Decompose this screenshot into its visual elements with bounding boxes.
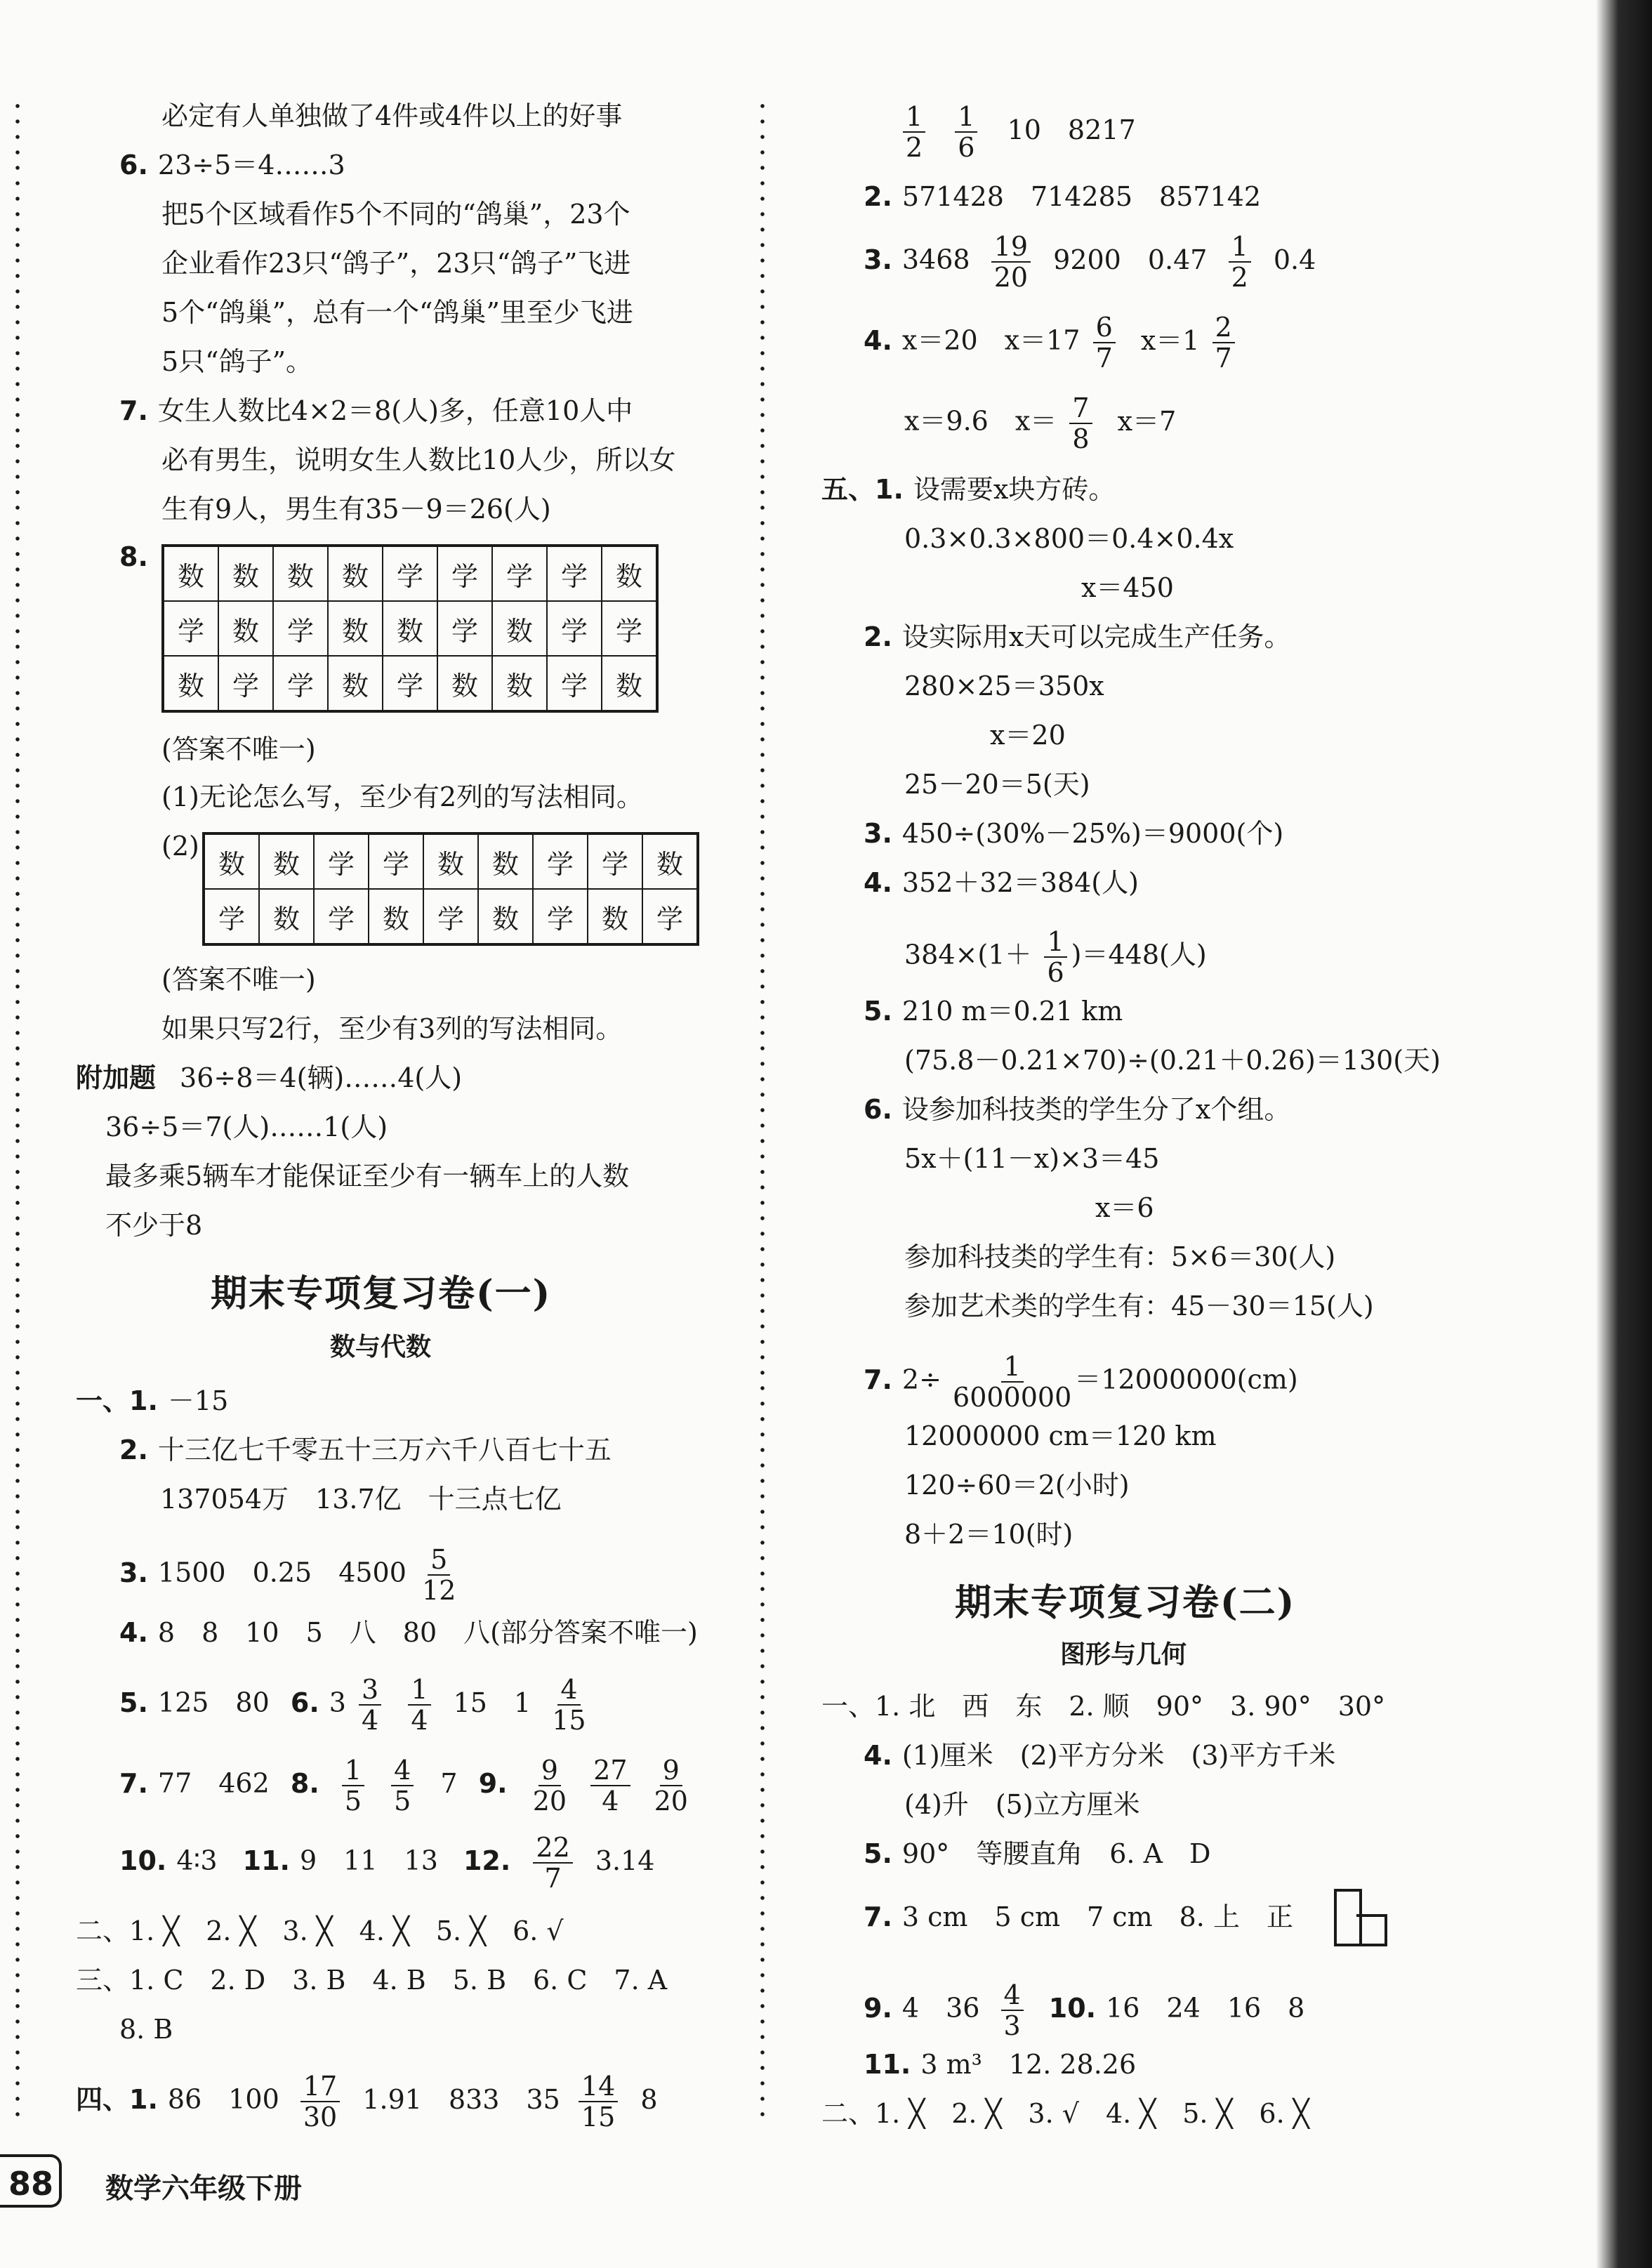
grid2-cell: 学 <box>204 889 259 944</box>
q8-grid-2 <box>202 832 699 946</box>
frac-2-7: $\frac{2}{7}$ <box>1212 312 1235 373</box>
grid2-cell: 数 <box>588 889 642 944</box>
e1-value: 设需要x块方砖。 <box>913 474 1116 505</box>
e2-line <box>864 619 1290 654</box>
frac-9-20: $\frac{9}{20}$ <box>532 1755 567 1817</box>
grid2-cell: 学 <box>314 833 369 889</box>
grid2-cell: 学 <box>533 833 588 889</box>
e4-value: 352＋32＝384(人) <box>901 867 1139 898</box>
grid1-cell: 数 <box>328 656 383 711</box>
extra-text-4: 不少于8 <box>105 1210 203 1241</box>
e3-line <box>864 816 1283 851</box>
frac-5-12: $\frac{5}{12}$ <box>422 1544 456 1606</box>
page-number: 88 <box>0 2154 62 2208</box>
grid1-cell: 学 <box>437 546 492 601</box>
frac-1-6-b: $\frac{1}{6}$ <box>1044 927 1066 987</box>
e3-value: 450÷(30%－25%)＝9000(个) <box>901 818 1284 849</box>
grid2-row <box>204 889 698 944</box>
grid2-cell: 学 <box>588 833 642 889</box>
e4a-line <box>904 927 1207 987</box>
grid2-cell: 数 <box>204 833 259 889</box>
grid1-cell: 数 <box>328 601 383 656</box>
grid2-cell: 数 <box>642 833 698 889</box>
frac-4-5: $\frac{4}{5}$ <box>391 1755 414 1816</box>
frac-4-3: $\frac{4}{3}$ <box>1001 1980 1024 2040</box>
e2-value: 设实际用x天可以完成生产任务。 <box>901 621 1291 652</box>
grid1-cell: 数 <box>163 546 218 601</box>
a3-num: 3. <box>119 1557 148 1588</box>
a2-value: 十三亿七千零五十三万六千八百七十五 <box>157 1435 612 1465</box>
e7-num: 7. <box>864 1364 892 1395</box>
e6a-line: 5x＋(11－x)×3＝45 <box>904 1143 1160 1174</box>
g5-num: 5. <box>864 1838 892 1869</box>
a2-num: 2. <box>119 1435 148 1465</box>
frac-7-8: $\frac{7}{8}$ <box>1069 393 1092 454</box>
a7-num: 7. <box>119 1767 148 1799</box>
e7-line <box>864 1352 1298 1412</box>
center-binding-dots <box>760 98 765 2128</box>
r2-num: 2. <box>864 181 892 212</box>
e6-value: 设参加科技类的学生分了x个组。 <box>901 1094 1291 1125</box>
q6-text-4: 5只“鸽子”。 <box>161 346 313 377</box>
grid1-cell: 学 <box>383 546 437 601</box>
e1-line <box>821 472 1115 507</box>
grid1-cell: 学 <box>383 656 437 711</box>
section-2-subtitle: 图形与几何 <box>1060 1640 1187 1669</box>
frac-1-5: $\frac{1}{5}$ <box>342 1755 364 1816</box>
g1-line: 一、1. 北 西 东 2. 顺 90° 3. 90° 30° <box>821 1691 1386 1722</box>
grid1-cell: 学 <box>273 601 328 656</box>
frac-3-4: $\frac{3}{4}$ <box>359 1675 381 1735</box>
grid2-row <box>204 833 698 889</box>
grid1-cell: 学 <box>218 656 273 711</box>
r3c-value: 0.4 <box>1273 244 1316 275</box>
grid1-cell: 数 <box>273 546 328 601</box>
e2-num: 2. <box>864 621 892 652</box>
g11-line <box>864 2047 1136 2082</box>
g4-line <box>864 1738 1335 1773</box>
a12b-value: 3.14 <box>595 1845 655 1876</box>
r3b-value: 9200 0.47 <box>1053 244 1208 275</box>
e7d-line: 120÷60＝2(小时) <box>904 1470 1130 1501</box>
d1c-value: 8 <box>640 2083 658 2115</box>
g9-line <box>864 1980 1304 2040</box>
a9-num: 9. <box>478 1767 508 1799</box>
grid1-cell: 学 <box>547 656 602 711</box>
frac-27-4: $\frac{27}{4}$ <box>590 1755 630 1816</box>
g7-value: 3 cm 5 cm 7 cm 8. 上 正 <box>901 1901 1293 1932</box>
r4b-value: x＝1 <box>1140 324 1200 356</box>
e6c-line: 参加科技类的学生有：5×6＝30(人) <box>904 1241 1336 1272</box>
a5-num: 5. <box>119 1687 148 1718</box>
a1-line <box>76 1383 228 1418</box>
grid1-cell: 学 <box>602 601 657 656</box>
a2-line <box>119 1432 612 1468</box>
c2-line: 8. B <box>119 2014 173 2045</box>
grid2-cell: 学 <box>423 889 478 944</box>
grid2-cell: 学 <box>369 833 423 889</box>
grid2-cell: 数 <box>259 889 314 944</box>
frac-1-6000000: $\frac{1}{6000000}$ <box>953 1351 1072 1413</box>
r4d-value: x＝7 <box>1117 405 1177 437</box>
a6b-value: 15 1 <box>453 1687 531 1718</box>
q8-num <box>119 539 158 574</box>
extra-label: 附加题 <box>76 1062 157 1093</box>
g4-value: (1)厘米 (2)平方分米 (3)平方千米 <box>901 1740 1336 1771</box>
grid1-cell: 数 <box>492 601 547 656</box>
grid1-cell: 数 <box>218 546 273 601</box>
a3-line <box>119 1545 463 1605</box>
left-binding-dots <box>15 98 20 2128</box>
q7-text-1: 女生人数比4×2＝8(人)多，任意10人中 <box>157 395 633 426</box>
d1-num: 四、1. <box>76 2083 158 2115</box>
a10-line <box>119 1833 654 1893</box>
r3-line <box>864 232 1316 292</box>
a5-line <box>119 1675 593 1735</box>
r3-value: 3468 <box>901 244 970 275</box>
frac-1-4: $\frac{1}{4}$ <box>408 1675 430 1735</box>
q7-text-2: 必有男生，说明女生人数比10人少，所以女 <box>161 444 676 475</box>
grid2-cell: 数 <box>369 889 423 944</box>
e4-num: 4. <box>864 867 892 898</box>
e7e-line: 8＋2＝10(时) <box>904 1519 1073 1550</box>
grid1-cell: 学 <box>492 546 547 601</box>
a1-num: 一、1. <box>76 1385 158 1416</box>
q8-note-2: (答案不唯一) <box>161 964 316 995</box>
grid1-cell: 学 <box>547 601 602 656</box>
q6-num: 6. <box>119 150 148 180</box>
e2c-line: 25－20＝5(天) <box>904 769 1090 800</box>
a4-value: 8 8 10 5 八 80 八(部分答案不唯一) <box>157 1617 698 1648</box>
extra-text-2: 36÷5＝7(人)……1(人) <box>105 1112 388 1142</box>
q8-sub-3: 如果只写2行，至少有3列的写法相同。 <box>161 1013 623 1044</box>
grid1-cell: 学 <box>547 546 602 601</box>
g4b-line: (4)升 (5)立方厘米 <box>904 1789 1140 1820</box>
grid2-cell: 学 <box>533 889 588 944</box>
e2a-line: 280×25＝350x <box>904 671 1104 701</box>
grid1-cell: 数 <box>163 656 218 711</box>
e1-num: 五、1. <box>821 474 904 505</box>
e5-num: 5. <box>864 996 892 1027</box>
grid1-cell: 数 <box>218 601 273 656</box>
q8-sub-1: (1)无论怎么写，至少有2列的写法相同。 <box>161 782 644 812</box>
d1b-value: 1.91 833 35 <box>362 2083 560 2115</box>
grid1-cell: 数 <box>437 656 492 711</box>
a5-value: 125 80 <box>157 1687 270 1718</box>
a11-value: 9 11 13 <box>300 1845 438 1876</box>
g7-num: 7. <box>864 1901 892 1932</box>
a2b-line: 137054万 13.7亿 十三点七亿 <box>160 1484 562 1515</box>
b1-line: 二、1. ╳ 2. ╳ 3. ╳ 4. ╳ 5. ╳ 6. √ <box>76 1916 564 1946</box>
r0-line <box>899 102 1136 162</box>
a4-line <box>119 1615 698 1650</box>
grid1-row <box>163 601 657 656</box>
q7-text-3: 生有9人，男生有35－9＝26(人) <box>161 494 551 525</box>
a7-line <box>119 1755 695 1816</box>
q8-grid-1 <box>161 544 659 713</box>
a8-num: 8. <box>290 1767 319 1799</box>
r3-num: 3. <box>864 244 892 275</box>
scan-edge-shadow <box>1596 0 1652 2268</box>
grid1-cell: 数 <box>383 601 437 656</box>
a6-num: 6. <box>290 1687 319 1718</box>
g5-line <box>864 1836 1211 1871</box>
frac-4-15: $\frac{4}{15}$ <box>552 1674 586 1736</box>
section-1-title: 期末专项复习卷(一) <box>211 1272 552 1315</box>
e1b-line: x＝450 <box>1081 572 1174 603</box>
frac-1-2-b: $\frac{1}{2}$ <box>1229 232 1251 292</box>
grid2-cell: 学 <box>642 889 698 944</box>
d1-line <box>76 2071 658 2132</box>
q6-line <box>119 147 345 183</box>
e4-line <box>864 865 1139 900</box>
frac-14-15: $\frac{14}{15}$ <box>579 2071 618 2132</box>
frac-1-2: $\frac{1}{2}$ <box>903 102 925 162</box>
e7c-line: 12000000 cm＝120 km <box>904 1420 1217 1451</box>
book-title-footer: 数学六年级下册 <box>105 2173 302 2205</box>
grid1-cell: 数 <box>492 656 547 711</box>
a3-value: 1500 0.25 4500 <box>157 1557 407 1588</box>
e4b-value: )＝448(人) <box>1071 939 1207 970</box>
section-1-subtitle: 数与代数 <box>330 1333 432 1362</box>
a11-num: 11. <box>242 1845 290 1876</box>
grid1-row <box>163 546 657 601</box>
g10-num: 10. <box>1048 1992 1097 2024</box>
e5-value: 210 m＝0.21 km <box>901 996 1123 1027</box>
g11-value: 3 m³ 12. 28.26 <box>920 2049 1137 2080</box>
q8-note-1: (答案不唯一) <box>161 734 316 765</box>
g11-num: 11. <box>864 2049 911 2080</box>
e1a-line: 0.3×0.3×800＝0.4×0.4x <box>904 523 1234 554</box>
r4a-value: x＝20 x＝17 <box>901 324 1081 356</box>
grid2-cell: 数 <box>423 833 478 889</box>
a6-value: 3 <box>329 1687 346 1718</box>
frac-1-6: $\frac{1}{6}$ <box>955 102 977 162</box>
frac-17-30: $\frac{17}{30}$ <box>300 2071 340 2132</box>
a7-value: 77 462 <box>157 1767 270 1799</box>
g7-line <box>864 1899 1293 1934</box>
q7-line <box>119 393 633 428</box>
e6-num: 6. <box>864 1094 892 1125</box>
d1-value: 86 100 <box>167 2083 279 2115</box>
e7b-value: ＝12000000(cm) <box>1074 1364 1298 1395</box>
extra-text-1: 36÷8＝4(辆)……4(人) <box>180 1062 463 1093</box>
extra-text-3: 最多乘5辆车才能保证至少有一辆车上的人数 <box>105 1161 630 1192</box>
q6-eq: 23÷5＝4……3 <box>157 150 345 180</box>
grid1-row <box>163 656 657 711</box>
q6-text-2: 企业看作23只“鸽子”，23只“鸽子”飞进 <box>161 248 631 279</box>
e4a-value: 384×(1＋ <box>904 939 1032 970</box>
c1-line: 三、1. C 2. D 3. B 4. B 5. B 6. C 7. A <box>76 1965 668 1996</box>
e5a-line: (75.8－0.21×70)÷(0.21＋0.26)＝130(天) <box>904 1045 1441 1076</box>
r0c-value: 10 8217 <box>1007 114 1136 145</box>
e5-line <box>864 994 1123 1029</box>
r4-line <box>864 312 1239 373</box>
g9-value: 4 36 <box>901 1992 980 2024</box>
e6d-line: 参加艺术类的学生有：45－30＝15(人) <box>904 1291 1374 1321</box>
q8-sub-2-label: (2) <box>161 831 199 862</box>
q6-text-1: 把5个区域看作5个不同的“鸽巢”，23个 <box>161 199 630 230</box>
e3-num: 3. <box>864 818 892 849</box>
e7a-value: 2÷ <box>901 1364 941 1395</box>
grid1-cell: 学 <box>437 601 492 656</box>
g9-num: 9. <box>864 1992 892 2024</box>
frac-19-20: $\frac{19}{20}$ <box>991 232 1031 292</box>
grid2-cell: 学 <box>314 889 369 944</box>
grid1-cell: 数 <box>328 546 383 601</box>
r4c-line <box>904 393 1176 454</box>
e6b-line: x＝6 <box>1095 1192 1154 1223</box>
h1-line: 二、1. ╳ 2. ╳ 3. √ 4. ╳ 5. ╳ 6. ╳ <box>821 2098 1309 2129</box>
grid1-cell: 学 <box>273 656 328 711</box>
a12-num: 12. <box>463 1845 511 1876</box>
section-2-title: 期末专项复习卷(二) <box>955 1581 1296 1624</box>
q7-num: 7. <box>119 395 148 426</box>
grid1-cell: 学 <box>163 601 218 656</box>
left-line-1: 必定有人单独做了4件或4件以上的好事 <box>161 100 623 131</box>
g10-value: 16 24 16 8 <box>1106 1992 1305 2024</box>
r2-line <box>864 179 1261 214</box>
e6-line <box>864 1092 1290 1127</box>
r4c-value: x＝9.6 x＝ <box>904 405 1057 437</box>
extra-line-1 <box>76 1060 462 1095</box>
a10-num: 10. <box>119 1845 167 1876</box>
grid1-cell: 数 <box>602 656 657 711</box>
view-figure-short <box>1356 1914 1387 1946</box>
a8b-value: 7 <box>440 1767 458 1799</box>
frac-6-7: $\frac{6}{7}$ <box>1093 312 1116 373</box>
grid2-cell: 数 <box>478 889 533 944</box>
g5-value: 90° 等腰直角 6. A D <box>901 1838 1211 1869</box>
q8-num-label: 8. <box>119 541 148 572</box>
g4-num: 4. <box>864 1740 892 1771</box>
grid2-cell: 数 <box>478 833 533 889</box>
grid2-cell: 数 <box>259 833 314 889</box>
a4-num: 4. <box>119 1617 148 1648</box>
q6-text-3: 5个“鸽巢”，总有一个“鸽巢”里至少飞进 <box>161 297 633 328</box>
r2-value: 571428 714285 857142 <box>901 181 1262 212</box>
e2b-line: x＝20 <box>990 720 1066 751</box>
a1-value: －15 <box>167 1385 229 1416</box>
r4-num: 4. <box>864 324 892 356</box>
frac-9-20-b: $\frac{9}{20}$ <box>654 1755 688 1817</box>
frac-22-7: $\frac{22}{7}$ <box>533 1833 572 1893</box>
a10-value: 4∶3 <box>176 1845 218 1876</box>
grid1-cell: 数 <box>602 546 657 601</box>
